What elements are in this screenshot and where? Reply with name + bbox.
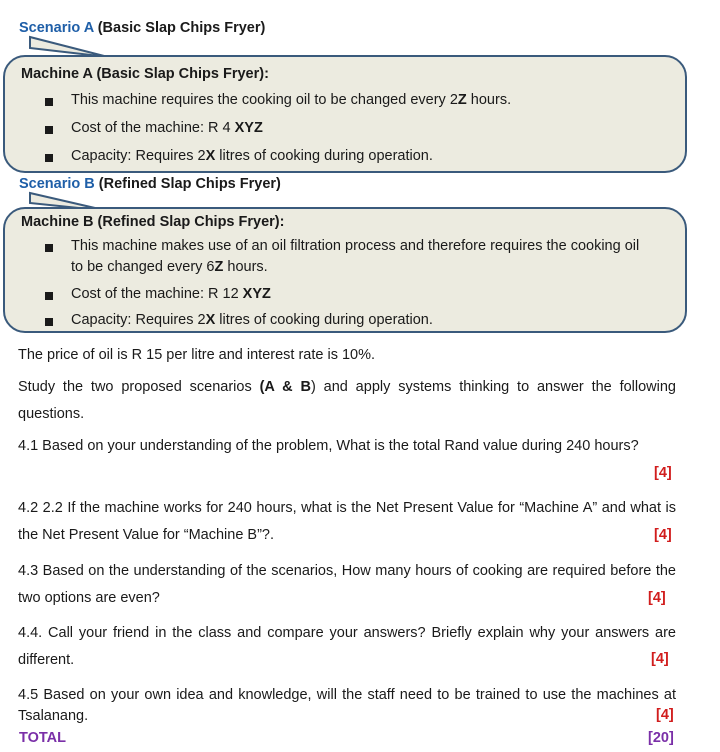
total-mark: [20] bbox=[648, 730, 674, 746]
machine-b-box bbox=[3, 207, 687, 333]
question-4-4: 4.4. Call your friend in the class and compare your answers? Briefly explain why your answers are different. bbox=[18, 625, 676, 668]
machine-a-box bbox=[3, 55, 687, 173]
scenario-b-label: Scenario B bbox=[19, 176, 95, 192]
machine-b-heading: Machine B (Refined Slap Chips Fryer): bbox=[21, 214, 285, 230]
question-4-2: 4.2 2.2 If the machine works for 240 hours, what is the Net Present Value for “Machine A” and what is the Net Present Value for “Machine B”?. bbox=[18, 500, 676, 543]
bullet-icon bbox=[45, 318, 53, 326]
bullet-icon bbox=[45, 154, 53, 162]
machine-a-capacity: Capacity: Requires 2X litres of cooking during operation. bbox=[71, 148, 433, 164]
question-4-4-mark: [4] bbox=[651, 651, 669, 667]
oil-price-line: The price of oil is R 15 per litre and interest rate is 10%. bbox=[18, 347, 376, 363]
machine-b-cost: Cost of the machine: R 12 XYZ bbox=[71, 286, 271, 302]
bullet-icon bbox=[45, 292, 53, 300]
question-4-3: 4.3 Based on the understanding of the scenarios, How many hours of cooking are required before the two options are even? bbox=[18, 563, 676, 606]
question-4-5-mark: [4] bbox=[656, 707, 674, 723]
scenario-b-title bbox=[19, 176, 281, 192]
machine-a-oil-change: This machine requires the cooking oil to be changed every 2Z hours. bbox=[71, 92, 512, 108]
scenario-a-label: Scenario A bbox=[19, 20, 94, 36]
bullet-icon bbox=[45, 98, 53, 106]
machine-a-cost: Cost of the machine: R 4 XYZ bbox=[71, 120, 263, 136]
machine-b-oil-change: This machine makes use of an oil filtration process and therefore requires the cooking oil to be changed every 6Z hours. bbox=[71, 238, 640, 275]
scenario-b-subtitle: (Refined Slap Chips Fryer) bbox=[98, 176, 281, 192]
question-4-1-mark: [4] bbox=[654, 465, 672, 481]
scenario-a-subtitle: (Basic Slap Chips Fryer) bbox=[97, 20, 266, 36]
machine-a-heading: Machine A (Basic Slap Chips Fryer): bbox=[21, 66, 269, 82]
study-instruction: Study the two proposed scenarios (A & B) and apply systems thinking to answer the following questions. bbox=[18, 379, 676, 422]
machine-b-capacity: Capacity: Requires 2X litres of cooking during operation. bbox=[71, 312, 433, 328]
bullet-icon bbox=[45, 244, 53, 252]
callout-pointer-a bbox=[30, 37, 108, 57]
question-4-3-mark: [4] bbox=[648, 590, 666, 606]
question-4-1: 4.1 Based on your understanding of the problem, What is the total Rand value during 240 hours? bbox=[18, 438, 639, 454]
question-4-2-mark: [4] bbox=[654, 527, 672, 543]
question-4-5: 4.5 Based on your own idea and knowledge, will the staff need to be trained to use the machines at Tsalanang. bbox=[18, 687, 676, 724]
bullet-icon bbox=[45, 126, 53, 134]
total-label: TOTAL bbox=[19, 730, 66, 746]
